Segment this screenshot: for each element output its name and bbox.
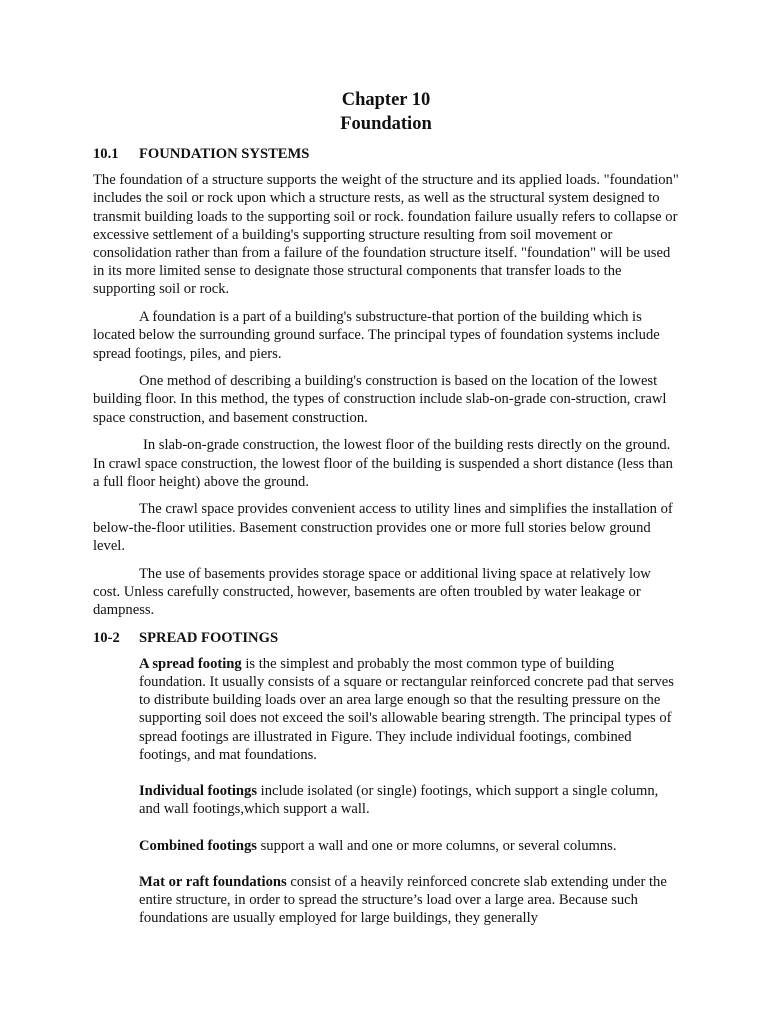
definition-paragraph (139, 873, 679, 928)
definition-paragraph (139, 655, 679, 764)
term: Mat or raft foundations (139, 873, 287, 890)
section-heading-10-2 (93, 629, 679, 647)
paragraph: In slab-on-grade construction, the lowest floor of the building rests directly on the ground. In crawl space construction, the lowest floor of the building is suspended a short distance (less than a full floor height) above the ground. (93, 437, 673, 490)
definition-text: is the simplest and probably the most common type of building foundation. It usually consists of a square or rectangular reinforced concrete pad that serves to distribute building loads over an area large enough so that the resulting pressure on the supporting soil does not exceed the soil's allowable bearing strength. The principal types of spread footings are illustrated in Figure. They include individual footings, combined footings, and mat foundations. (139, 655, 674, 763)
paragraph: The use of basements provides storage space or additional living space at relatively low cost. Unless carefully constructed, however, basements are often troubled by water leakage or dampness. (93, 565, 651, 618)
chapter-number: Chapter 10 (341, 90, 431, 110)
document-page (93, 88, 679, 945)
paragraph: The crawl space provides convenient access to utility lines and simplifies the installation of below-the-floor utilities. Basement construction provides one or more full stories below ground level. (93, 501, 673, 554)
definition-paragraph (139, 837, 679, 855)
definition-text: consist of a heavily reinforced concrete slab extending under the entire structure, in order to spread the structure’s load over a large area. Because such foundations are usually employed for large buildings, they generally (139, 873, 667, 927)
paragraph: A foundation is a part of a building's substructure-that portion of the building which is located below the surrounding ground surface. The principal types of foundation systems include spread footings, piles, and piers. (93, 309, 660, 362)
section-number: 10.1 (93, 146, 119, 162)
term: Combined footings (139, 837, 257, 854)
term: Individual footings (139, 783, 258, 800)
section-heading-10-1 (93, 145, 679, 163)
definition-text: support a wall and one or more columns, or several columns. (256, 837, 617, 854)
paragraph: One method of describing a building's construction is based on the location of the lowest building floor. In this method, the types of construction include slab-on-grade con-struction, crawl space construction, and basement construction. (93, 373, 667, 426)
spread-footings-list (139, 655, 679, 927)
section-number: 10-2 (93, 629, 120, 646)
section-title: SPREAD FOOTINGS (139, 629, 279, 646)
section-title: FOUNDATION SYSTEMS (139, 146, 310, 162)
definition-paragraph (139, 782, 679, 818)
paragraph: The foundation of a structure supports the weight of the structure and its applied loads. "foundation" includes the soil or rock upon which a structure rests, as well as the structural system designed to transmit building loads to the supporting soil or rock. foundation failure usually refers to collapse or excessive settlement of a building's supporting structure resulting from soil movement or consolidation rather than from a failure of the foundation structure itself. "foundation" will be used in its more limited sense to designate those structural components that transfer loads to the supporting soil or rock. (93, 172, 679, 298)
term: A spread footing (139, 655, 242, 672)
chapter-title: Foundation (340, 114, 432, 134)
definition-text: include isolated (or single) footings, which support a single column, and wall footings,which support a wall. (139, 783, 659, 818)
